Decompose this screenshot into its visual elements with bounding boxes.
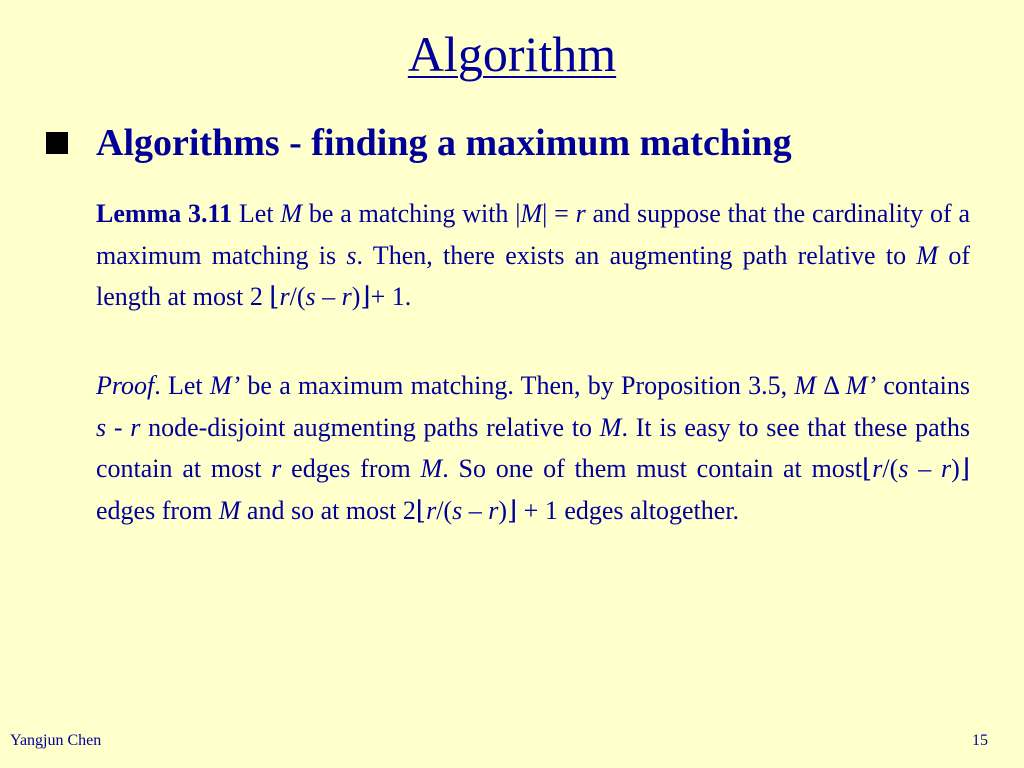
math-symbol: – xyxy=(462,495,489,525)
lemma-text: + 1. xyxy=(370,282,412,311)
proof-paragraph xyxy=(96,365,970,531)
math-symbol: ) xyxy=(351,282,361,311)
var-M: M xyxy=(916,240,939,270)
var-s: s xyxy=(452,495,463,525)
page-number: 15 xyxy=(972,732,988,749)
floor-right-symbol: ⌋ xyxy=(959,454,970,483)
var-M: M xyxy=(794,371,817,400)
bullet-heading: Algorithms - finding a maximum matching xyxy=(96,122,792,164)
proof-text: and so at most 2 xyxy=(240,495,416,525)
var-M-prime: M’ xyxy=(845,371,877,400)
proof-label: Proof xyxy=(96,371,155,400)
floor-left-symbol: ⌊ xyxy=(862,454,873,483)
lemma-text: Let xyxy=(232,199,281,228)
var-r: r xyxy=(941,454,952,483)
lemma-label: Lemma 3.11 xyxy=(96,199,233,228)
lemma-text: | = xyxy=(542,199,576,228)
proof-text: node-disjoint augmenting paths relative to xyxy=(140,412,600,442)
var-r: r xyxy=(341,282,352,311)
var-r: r xyxy=(271,454,282,483)
bullet-item xyxy=(46,118,986,168)
var-s: s xyxy=(96,412,107,442)
var-M: M xyxy=(420,454,443,483)
var-r: r xyxy=(279,282,290,311)
lemma-text: . Then, there exists an augmenting path relative to xyxy=(356,240,917,270)
var-r: r xyxy=(426,495,437,525)
proof-text: . So one of them must contain at most xyxy=(442,454,863,483)
math-symbol: – xyxy=(908,454,942,483)
delta-symbol: Δ xyxy=(816,371,846,400)
var-M: M xyxy=(520,199,543,228)
floor-left-symbol: ⌊ xyxy=(415,495,427,525)
var-M: M xyxy=(218,495,241,525)
math-symbol: /( xyxy=(436,495,453,525)
math-symbol: ) xyxy=(498,495,508,525)
var-s: s xyxy=(305,282,316,311)
var-r: r xyxy=(488,495,499,525)
math-symbol: – xyxy=(315,282,342,311)
var-M-prime: M’ xyxy=(209,371,241,400)
proof-text: edges from xyxy=(96,495,219,525)
math-symbol: /( xyxy=(882,454,899,483)
math-symbol: ) xyxy=(951,454,960,483)
square-bullet-icon xyxy=(46,132,68,154)
var-M: M xyxy=(280,199,303,228)
floor-right-symbol: ⌋ xyxy=(507,495,518,525)
var-M: M xyxy=(599,412,622,442)
var-r: r xyxy=(130,412,141,442)
math-symbol: /( xyxy=(289,282,306,311)
footer-author: Yangjun Chen xyxy=(10,732,102,749)
var-r: r xyxy=(575,199,586,228)
lemma-paragraph xyxy=(96,193,970,318)
var-s: s xyxy=(346,240,357,270)
proof-text: + 1 edges altogether. xyxy=(517,495,740,525)
proof-text: . It is easy to see that these paths contain at most xyxy=(96,412,970,483)
lemma-text: be a matching with | xyxy=(302,199,521,228)
proof-text: be a maximum matching. Then, by Proposition 3.5, xyxy=(240,371,795,400)
floor-right-symbol: ⌋ xyxy=(360,282,371,311)
proof-text: . Let xyxy=(154,371,210,400)
math-symbol: - xyxy=(106,412,131,442)
var-r: r xyxy=(872,454,883,483)
lemma-text: of length at most 2 xyxy=(96,240,970,311)
lemma-text: and suppose that the cardinality of a maximum matching is xyxy=(96,199,970,270)
proof-text: edges from xyxy=(281,454,421,483)
slide-title: Algorithm xyxy=(407,26,617,82)
proof-text: contains xyxy=(876,371,970,400)
floor-left-symbol: ⌊ xyxy=(269,282,280,311)
var-s: s xyxy=(898,454,909,483)
